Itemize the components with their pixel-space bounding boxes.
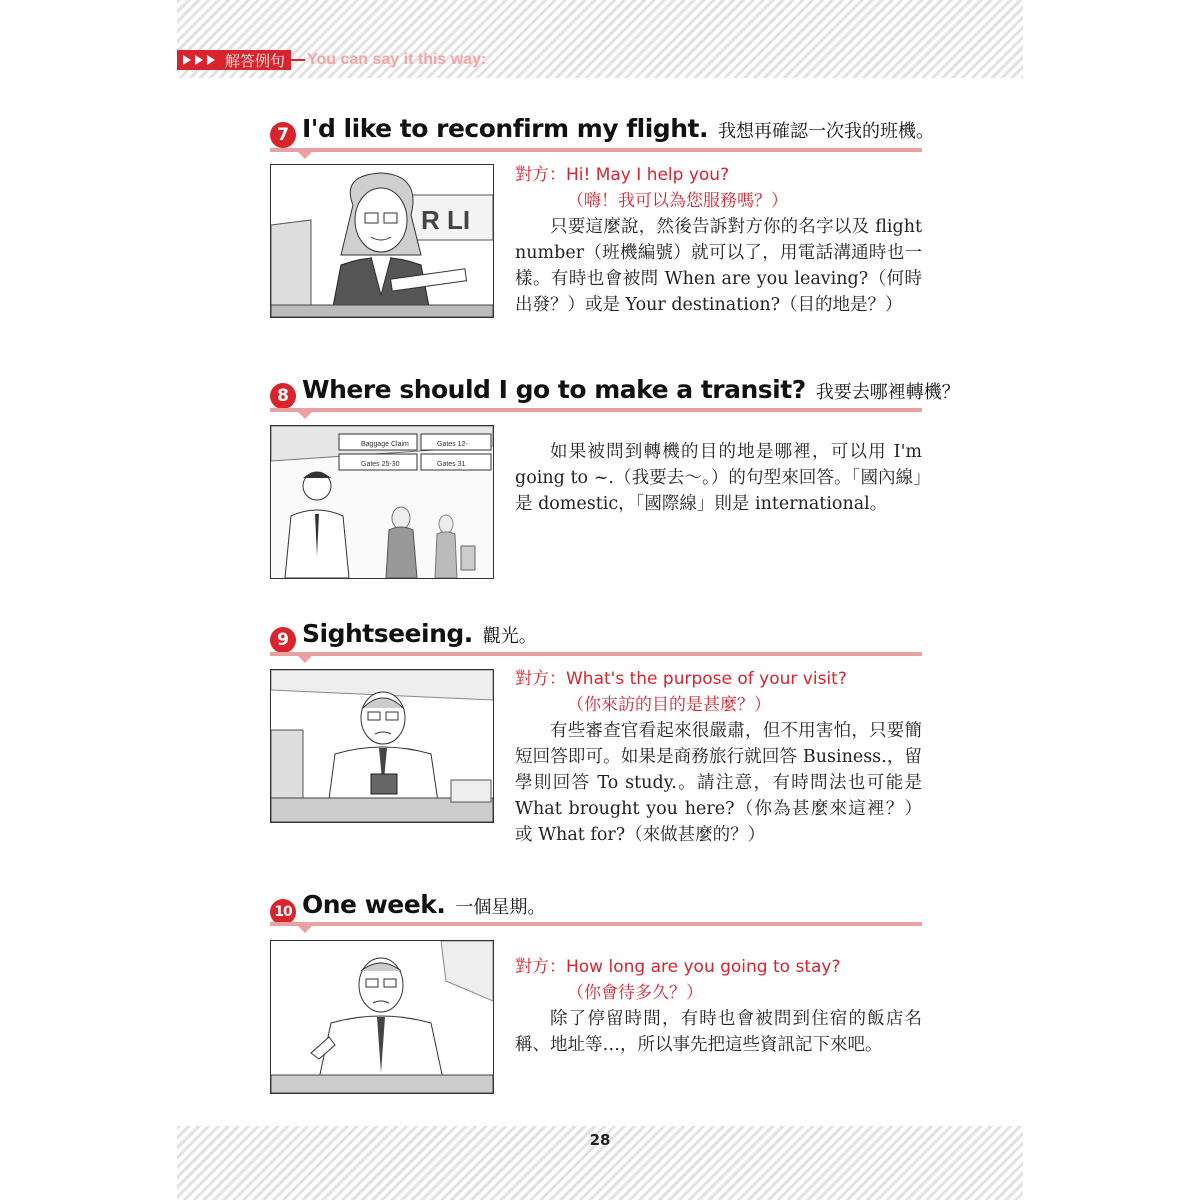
header-label-zh: 解答例句 [225,51,286,70]
section-7-title [270,114,934,145]
explanation: 有些審查官看起來很嚴肅，但不用害怕，只要簡短回答即可。如果是商務旅行就回答 Business.，留學則回答 To study.。請注意，有時問法也可能是 What brought you here?（你為甚麼來這裡？）或 What for?（來做甚麼的？） [515,721,922,845]
play-triangle-icon [207,55,215,65]
illustration-airline-clerk [270,164,494,318]
clerk-drawing [271,165,493,317]
section-number-badge: 10 [270,899,296,925]
sign-baggage: Baggage Claim [361,441,409,448]
explanation: 如果被問到轉機的目的地是哪裡，可以用 I'm going to ~.（我要去～。）的句型來回答。「國內線」是 domestic，「國際線」則是 international。 [515,442,922,514]
dialog-en: 對方：What's the purpose of your visit? [515,669,847,689]
sign-gates-b: Gates 25-30 [361,461,400,468]
play-triangle-icon [183,55,191,65]
section-7-text [515,162,922,318]
dialog-zh: （你來訪的目的是甚麼？） [567,695,771,715]
dialog-en: 對方：Hi! May I help you? [515,165,730,185]
officer-gesture-drawing [271,941,493,1093]
title-en: Where should I go to make a transit? [302,375,806,404]
title-en: I'd like to reconfirm my flight. [302,114,708,143]
illustration-immigration-officer [270,669,494,823]
section-number-badge: 7 [270,122,296,148]
explanation: 除了停留時間，有時也會被問到住宿的飯店名稱、地址等…，所以事先把這些資訊記下來吧。 [515,1009,922,1055]
page-number: 28 [589,1131,611,1149]
section-divider [270,408,922,412]
title-zh: 一個星期。 [455,897,546,918]
section-10-title [270,890,545,922]
section-header [177,50,486,70]
section-10-text [515,954,922,1058]
play-triangle-icon [195,55,203,65]
title-zh: 我想再確認一次我的班機。 [717,121,934,142]
header-dash [291,59,305,61]
dialog-en: 對方：How long are you going to stay? [515,957,841,977]
illustration-airport-transit [270,425,494,579]
section-divider [270,148,922,152]
airport-drawing [271,426,493,578]
title-en: One week. [302,890,446,919]
explanation: 只要這麼說，然後告訴對方你的名字以及 flight number（班機編號）就可以了，用電話溝通時也一樣。有時也會被問 When are you leaving?（何時出發？）或是 Your destination?（目的地是？） [515,217,922,315]
section-8-title [270,375,960,406]
section-divider [270,922,922,926]
section-9-text [515,666,922,848]
header-label-en: You can say it this way: [307,51,487,68]
header-bar [177,50,291,70]
section-number-badge: 8 [270,383,296,409]
section-divider [270,652,922,656]
illustration-officer-gesturing [270,940,494,1094]
title-zh: 觀光。 [482,626,537,647]
sign-text: R LI [421,205,471,235]
section-8-text [515,439,922,517]
dialog-zh: （嗨！我可以為您服務嗎？） [567,191,788,211]
officer-drawing [271,670,493,822]
sign-gates-c: Gates 31 [437,461,466,468]
dialog-zh: （你會待多久？） [567,983,703,1003]
section-number-badge: 9 [270,627,296,653]
sign-gates-a: Gates 12- [437,441,468,448]
title-zh: 我要去哪裡轉機？ [815,382,960,403]
section-9-title [270,619,537,650]
title-en: Sightseeing. [302,619,473,648]
